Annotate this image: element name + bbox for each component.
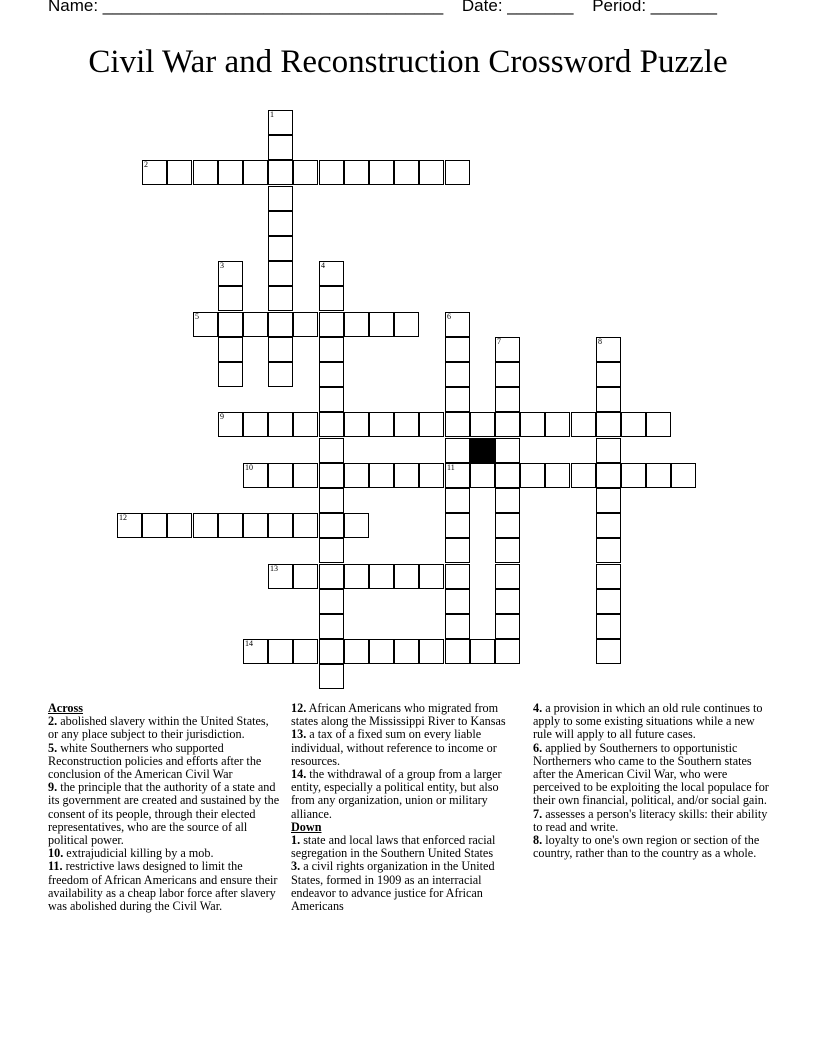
crossword-cell[interactable] [495,463,520,488]
crossword-cell[interactable] [268,135,293,160]
crossword-cell[interactable] [596,589,621,614]
crossword-cell[interactable] [293,639,318,664]
crossword-cell[interactable] [319,589,344,614]
clue-number: 8 [598,337,602,346]
crossword-cell[interactable] [243,412,268,437]
crossword-cell[interactable] [495,412,520,437]
crossword-cell[interactable] [495,538,520,563]
crossword-cell[interactable] [369,312,394,337]
crossword-cell[interactable] [218,362,243,387]
clue-number: 9 [220,412,224,421]
crossword-cell[interactable] [445,513,470,538]
across-clue: 13. a tax of a fixed sum on every liable individual, without reference to income or resources. [291,727,497,768]
crossword-cell[interactable] [419,639,444,664]
crossword-cell[interactable] [596,564,621,589]
crossword-cell[interactable] [193,160,218,185]
across-clue: 9. the principle that the authority of a state and its government are created and sustained by the consent of its people, through their elected representatives, who are the source of all political power. [48,780,280,848]
crossword-cell[interactable] [445,614,470,639]
crossword-cell[interactable] [268,463,293,488]
crossword-cell[interactable] [394,463,419,488]
crossword-cell[interactable] [293,412,318,437]
down-clue: 4. a provision in which an old rule continues to apply to some existing situations while a new rule will apply to all future cases. [533,701,763,742]
crossword-cell[interactable] [344,412,369,437]
down-heading: Down [291,819,322,834]
crossword-cell[interactable] [621,412,646,437]
crossword-cell[interactable] [319,362,344,387]
crossword-cell[interactable] [419,463,444,488]
crossword-cell[interactable] [218,160,243,185]
clue-column-3 [533,702,769,860]
clue-number: 1 [270,110,274,119]
crossword-cell[interactable] [470,463,495,488]
crossword-cell[interactable] [268,211,293,236]
crossword-cell[interactable] [268,412,293,437]
crossword-cell[interactable] [243,312,268,337]
clue-number: 7 [497,337,501,346]
crossword-cell[interactable] [243,639,268,664]
crossword-cell[interactable] [268,564,293,589]
crossword-cell[interactable] [142,513,167,538]
clue-number: 5 [195,312,199,321]
crossword-cell[interactable] [596,412,621,437]
crossword-cell[interactable] [319,564,344,589]
crossword-cell[interactable] [369,564,394,589]
crossword-cell[interactable] [268,513,293,538]
crossword-cell[interactable] [394,160,419,185]
across-clue: 11. restrictive laws designed to limit the freedom of African Americans and ensure their availability as a cheap labor force after slavery was abolished during the Civil War. [48,859,278,914]
crossword-cell[interactable] [268,639,293,664]
crossword-cell[interactable] [495,438,520,463]
crossword-cell[interactable] [344,513,369,538]
crossword-cell[interactable] [293,463,318,488]
across-clue: 12. African Americans who migrated from states along the Mississippi River to Kansas [291,701,506,729]
crossword-cell[interactable] [495,589,520,614]
crossword-cell[interactable] [545,412,570,437]
crossword-cell[interactable] [646,412,671,437]
crossword-cell[interactable] [445,589,470,614]
crossword-cell[interactable] [344,463,369,488]
crossword-cell[interactable] [243,463,268,488]
crossword-cell[interactable] [293,564,318,589]
crossword-cell[interactable] [218,337,243,362]
across-clue: 2. abolished slavery within the United States, or any place subject to their jurisdiction. [48,714,269,742]
crossword-cell[interactable] [218,286,243,311]
crossword-cell[interactable] [268,160,293,185]
crossword-cell[interactable] [596,337,621,362]
clue-column-1 [48,702,280,913]
crossword-cell[interactable] [394,412,419,437]
crossword-cell[interactable] [445,639,470,664]
crossword-cell[interactable] [218,412,243,437]
crossword-cell[interactable] [445,337,470,362]
crossword-cell[interactable] [495,387,520,412]
crossword-cell[interactable] [218,513,243,538]
crossword-cell[interactable] [268,110,293,135]
crossword-cell[interactable] [319,387,344,412]
crossword-cell[interactable] [419,412,444,437]
down-clue: 6. applied by Southerners to opportunistic Northerners who came to the Southern states after the American Civil War, who were perceived to be exploiting the local populace for their own financial, political, and/or social gain. [533,740,769,808]
crossword-cell[interactable] [445,362,470,387]
date-field[interactable]: Date: _______ [461,0,574,15]
crossword-cell[interactable] [319,664,344,689]
crossword-cell[interactable] [319,463,344,488]
crossword-cell[interactable] [495,564,520,589]
crossword-cell[interactable] [243,513,268,538]
crossword-cell[interactable] [495,639,520,664]
crossword-cell[interactable] [344,639,369,664]
crossword-cell[interactable] [419,564,444,589]
crossword-cell[interactable] [167,160,192,185]
crossword-cell[interactable] [218,312,243,337]
crossword-cell[interactable] [419,160,444,185]
crossword-cell[interactable] [369,463,394,488]
crossword-cell[interactable] [268,236,293,261]
name-field[interactable]: Name: ____________________________________ [48,0,444,15]
crossword-cell[interactable] [268,337,293,362]
across-clue: 14. the withdrawal of a group from a larger entity, especially a political entity, but also from any organization, union or military alliance. [291,767,502,821]
across-heading: Across [48,701,83,715]
crossword-cell[interactable] [319,312,344,337]
crossword-cell[interactable] [167,513,192,538]
crossword-cell[interactable] [319,286,344,311]
crossword-cell[interactable] [445,312,470,337]
crossword-cell[interactable] [369,160,394,185]
crossword-cell[interactable] [193,513,218,538]
crossword-cell[interactable] [268,286,293,311]
crossword-cell[interactable] [445,387,470,412]
crossword-cell[interactable] [369,412,394,437]
crossword-cell[interactable] [445,538,470,563]
clue-number: 4 [321,261,325,270]
crossword-cell[interactable] [319,412,344,437]
crossword-cell[interactable] [319,337,344,362]
crossword-cell[interactable] [596,614,621,639]
crossword-cell[interactable] [268,312,293,337]
crossword-cell[interactable] [571,412,596,437]
clue-number: 6 [447,312,451,321]
crossword-cell[interactable] [268,186,293,211]
crossword-cell[interactable] [193,312,218,337]
crossword-cell[interactable] [470,639,495,664]
crossword-cell[interactable] [243,160,268,185]
crossword-cell[interactable] [268,362,293,387]
crossword-cell[interactable] [596,387,621,412]
crossword-cell[interactable] [394,639,419,664]
clue-number: 10 [245,463,253,472]
crossword-cell[interactable] [369,639,394,664]
crossword-cell[interactable] [495,337,520,362]
crossword-cell[interactable] [445,412,470,437]
crossword-cell[interactable] [596,463,621,488]
crossword-cell[interactable] [344,564,369,589]
crossword-cell[interactable] [495,513,520,538]
crossword-cell[interactable] [319,488,344,513]
black-cell [470,438,495,463]
crossword-cell[interactable] [470,412,495,437]
crossword-cell[interactable] [445,488,470,513]
crossword-cell[interactable] [344,160,369,185]
crossword-cell[interactable] [571,463,596,488]
crossword-cell[interactable] [293,513,318,538]
crossword-cell[interactable] [646,463,671,488]
clue-number: 2 [144,160,148,169]
clue-number: 13 [270,564,278,573]
crossword-cell[interactable] [445,564,470,589]
clue-number: 3 [220,261,224,270]
across-clue: 5. white Southerners who supported Reconstruction policies and efforts after the conclusion of the American Civil War [48,740,262,782]
down-clue: 1. state and local laws that enforced racial segregation in the Southern United States [291,833,496,861]
crossword-cell[interactable] [596,438,621,463]
across-clue: 10. extrajudicial killing by a mob. [48,846,214,861]
crossword-cell[interactable] [495,362,520,387]
crossword-cell[interactable] [142,160,167,185]
crossword-cell[interactable] [218,261,243,286]
crossword-cell[interactable] [319,160,344,185]
down-clue: 3. a civil rights organization in the United States, formed in 1909 as an interracial endeavor to advance justice for African Americans [291,859,495,914]
crossword-cell[interactable] [596,639,621,664]
crossword-cell[interactable] [520,412,545,437]
crossword-cell[interactable] [621,463,646,488]
crossword-cell[interactable] [445,160,470,185]
crossword-cell[interactable] [596,488,621,513]
clue-number: 11 [447,463,455,472]
crossword-cell[interactable] [520,463,545,488]
page-title: Civil War and Reconstruction Crossword Puzzle [88,44,728,80]
crossword-cell[interactable] [445,463,470,488]
down-clue: 8. loyalty to one's own region or section of the country, rather than to the country as a whole. [533,833,760,861]
period-field[interactable]: Period: _______ [592,0,717,15]
crossword-cell[interactable] [319,513,344,538]
crossword-cell[interactable] [319,639,344,664]
student-info-line [48,0,731,16]
crossword-cell[interactable] [495,614,520,639]
crossword-cell[interactable] [495,488,520,513]
clue-column-2 [291,702,523,913]
crossword-cell[interactable] [394,312,419,337]
crossword-cell[interactable] [319,438,344,463]
crossword-cell[interactable] [545,463,570,488]
crossword-cell[interactable] [394,564,419,589]
crossword-cell[interactable] [319,261,344,286]
crossword-cell[interactable] [268,261,293,286]
crossword-cell[interactable] [671,463,696,488]
crossword-cell[interactable] [293,312,318,337]
crossword-cell[interactable] [344,312,369,337]
crossword-cell[interactable] [293,160,318,185]
crossword-cell[interactable] [319,614,344,639]
crossword-cell[interactable] [445,438,470,463]
crossword-cell[interactable] [596,538,621,563]
crossword-cell[interactable] [319,538,344,563]
crossword-cell[interactable] [596,362,621,387]
down-clue: 7. assesses a person's literacy skills: their ability to read and write. [533,806,768,834]
crossword-cell[interactable] [117,513,142,538]
crossword-cell[interactable] [596,513,621,538]
clue-number: 14 [245,639,253,648]
clue-number: 12 [119,513,127,522]
